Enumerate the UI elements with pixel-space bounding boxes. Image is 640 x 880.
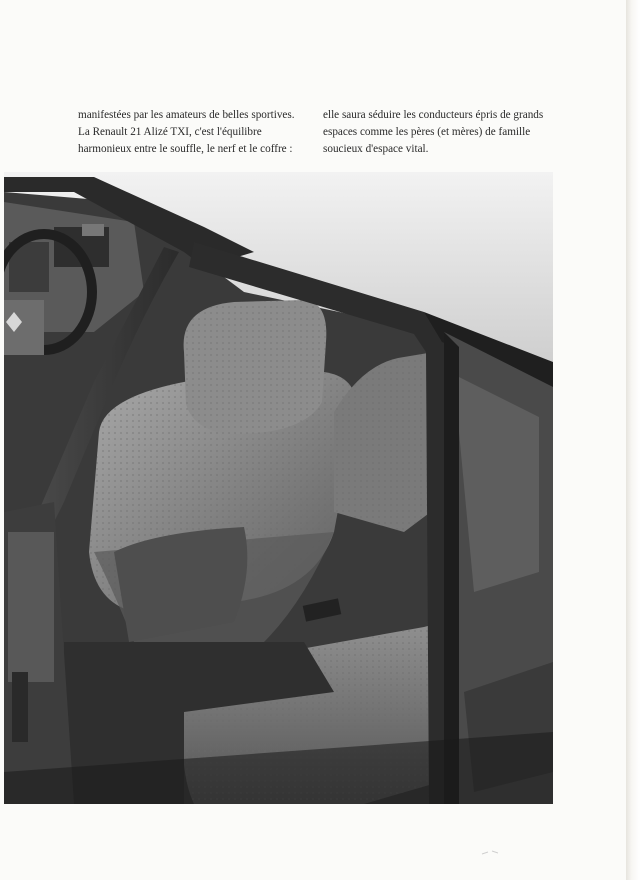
- text-line: soucieux d'espace vital.: [323, 143, 429, 155]
- text-line: manifestées par les amateurs de belles sportives.: [78, 109, 295, 121]
- text-line: espaces comme les pères (et mères) de famille: [323, 126, 531, 138]
- paragraph-left: [78, 107, 308, 158]
- text-column-right: [323, 107, 553, 158]
- text-column-left: [78, 107, 308, 158]
- text-line: harmonieux entre le souffle, le nerf et le coffre :: [78, 143, 293, 155]
- page-mark: [480, 846, 502, 858]
- text-line: elle saura séduire les conducteurs épris de grands: [323, 109, 544, 121]
- car-interior-photo: [4, 172, 553, 804]
- paragraph-right: [323, 107, 553, 158]
- page-edge-shadow: [626, 0, 640, 880]
- text-line: La Renault 21 Alizé TXI, c'est l'équilibre: [78, 126, 262, 138]
